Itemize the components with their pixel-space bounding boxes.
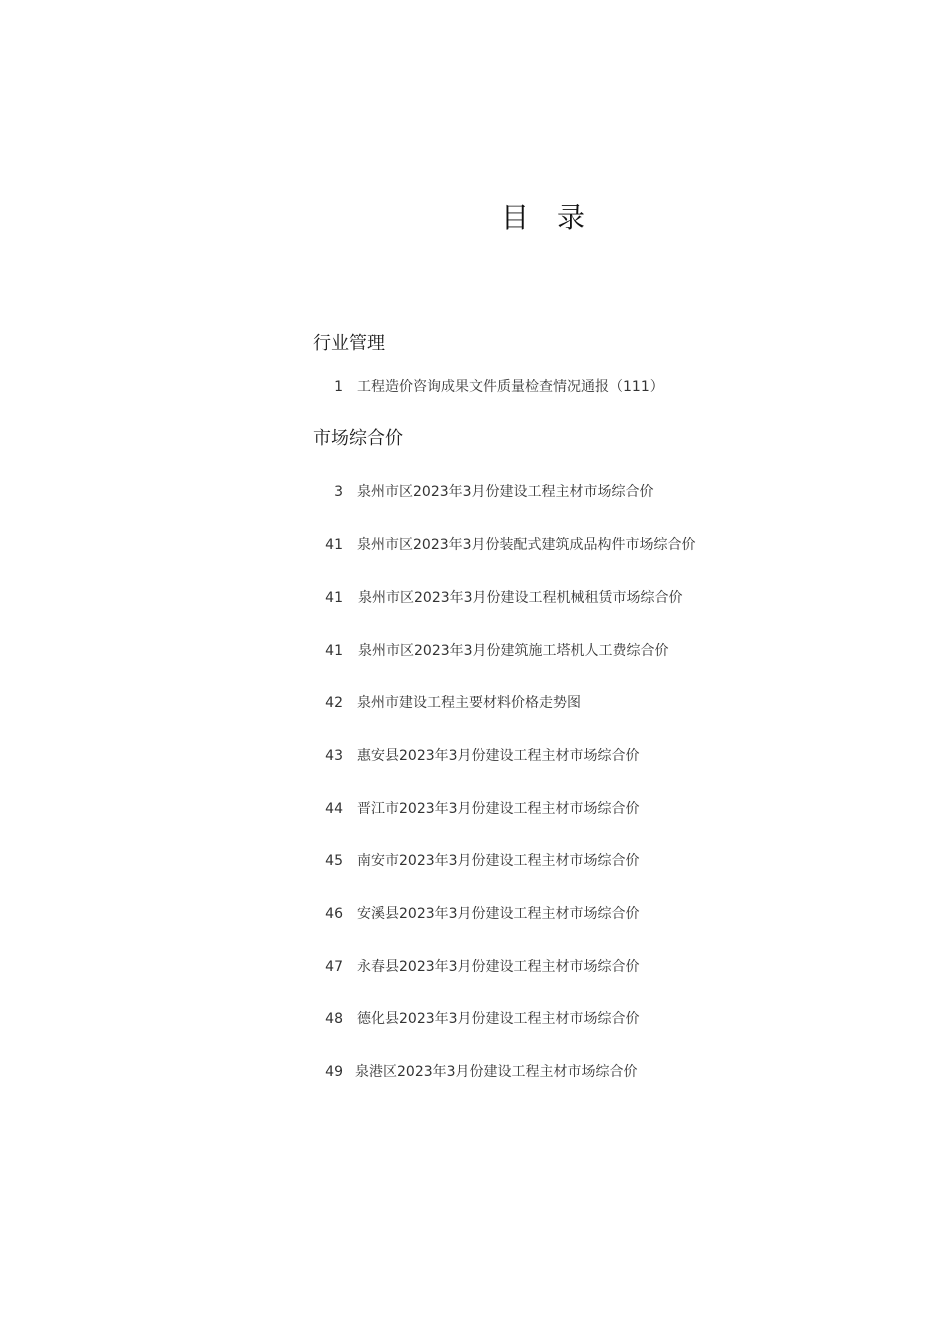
toc-page-number: 48 — [325, 1011, 343, 1027]
page-title-char-2: 录 — [557, 201, 586, 234]
toc-page-number: 3 — [334, 484, 343, 500]
toc-page-number: 41 — [325, 643, 343, 659]
toc-entry-title: 永春县2023年3月份建设工程主材市场综合价 — [357, 959, 640, 975]
toc-entry[interactable] — [0, 904, 950, 924]
toc-page-number: 1 — [334, 379, 343, 395]
section-heading-industry-management: 行业管理 — [313, 333, 385, 354]
toc-entry-title: 泉州市建设工程主要材料价格走势图 — [357, 695, 581, 711]
toc-page-number: 49 — [325, 1064, 343, 1080]
toc-entry-title: 泉港区2023年3月份建设工程主材市场综合价 — [355, 1064, 638, 1080]
toc-entry-title: 工程造价咨询成果文件质量检查情况通报（111） — [357, 379, 664, 395]
page-title — [0, 196, 950, 236]
toc-entry[interactable] — [0, 588, 950, 608]
toc-entry[interactable] — [0, 693, 950, 713]
toc-entry[interactable] — [0, 957, 950, 977]
toc-entry[interactable] — [0, 1009, 950, 1029]
toc-entry[interactable] — [0, 482, 950, 502]
toc-page-number: 44 — [325, 801, 343, 817]
toc-entry-title: 泉州市区2023年3月份建设工程机械租赁市场综合价 — [358, 590, 683, 606]
toc-entry[interactable] — [0, 851, 950, 871]
section-heading-market-price: 市场综合价 — [313, 428, 403, 449]
toc-entry-title: 安溪县2023年3月份建设工程主材市场综合价 — [357, 906, 640, 922]
toc-entry[interactable] — [0, 746, 950, 766]
toc-page-number: 47 — [325, 959, 343, 975]
toc-page-number: 43 — [325, 748, 343, 764]
toc-entry[interactable] — [0, 641, 950, 661]
toc-entry-title: 南安市2023年3月份建设工程主材市场综合价 — [357, 853, 640, 869]
toc-page-number: 41 — [325, 590, 343, 606]
toc-entry[interactable] — [0, 377, 950, 397]
toc-entry-title: 泉州市区2023年3月份建设工程主材市场综合价 — [357, 484, 654, 500]
toc-entry[interactable] — [0, 1062, 950, 1082]
toc-entry-title: 惠安县2023年3月份建设工程主材市场综合价 — [357, 748, 640, 764]
toc-page-number: 46 — [325, 906, 343, 922]
toc-entry-title: 泉州市区2023年3月份建筑施工塔机人工费综合价 — [358, 643, 669, 659]
toc-entry-title: 晋江市2023年3月份建设工程主材市场综合价 — [357, 801, 640, 817]
toc-page-number: 41 — [325, 537, 343, 553]
toc-entry[interactable] — [0, 535, 950, 555]
toc-entry-title: 德化县2023年3月份建设工程主材市场综合价 — [357, 1011, 640, 1027]
toc-entry[interactable] — [0, 799, 950, 819]
toc-page-number: 42 — [325, 695, 343, 711]
toc-page-number: 45 — [325, 853, 343, 869]
page-title-char-1: 目 — [500, 201, 529, 234]
toc-entry-title: 泉州市区2023年3月份装配式建筑成品构件市场综合价 — [357, 537, 696, 553]
